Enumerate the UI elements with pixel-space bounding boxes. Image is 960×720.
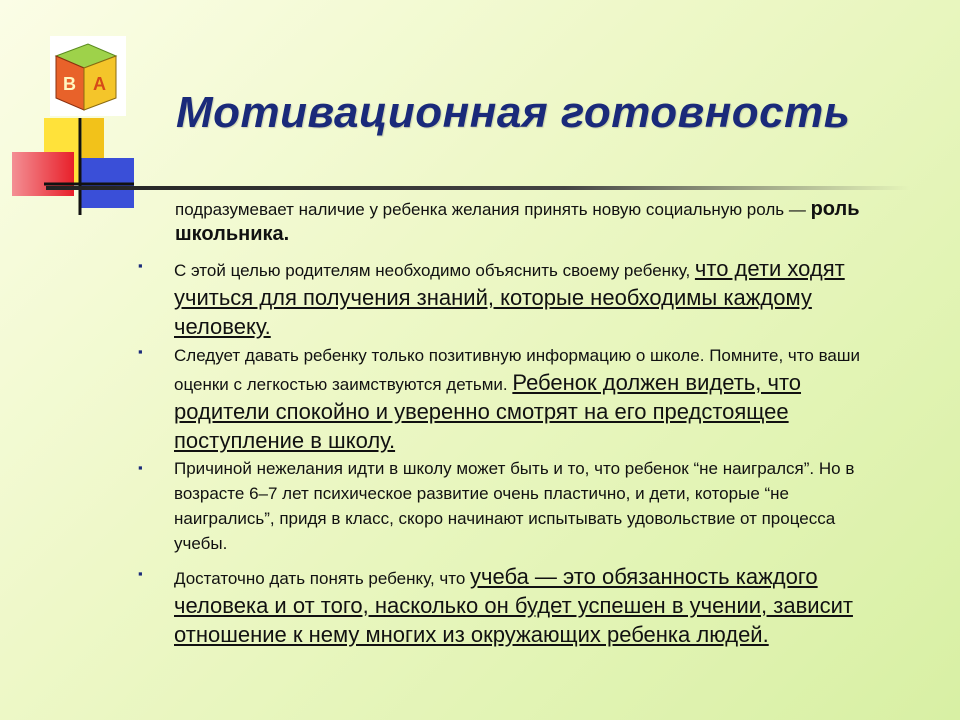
intro-paragraph [175, 197, 895, 247]
cube-letter-a: A [93, 74, 106, 94]
bullet-plain: С этой целью родителям необходимо объяснить своему ребенку, [174, 261, 695, 280]
bullet-plain: Причиной нежелания идти в школу может быть и то, что ребенок “не наигрался”. Но в возрасте 6–7 лет психическое развитие очень пластично, и дети, которые “не наигрались”, придя в класс, скоро начинают испытывать удовольствие от процесса учебы. [174, 459, 855, 553]
intro-emphasis: роль школьника. [175, 198, 860, 245]
bullet-emphasis: учеба — это обязанность каждого человека и от того, насколько он будет успешен в учении, зависит отношение к нему многих из окружающих ребенка людей. [174, 564, 853, 647]
bullet-item [174, 456, 874, 556]
bullet-item [174, 562, 894, 649]
bullet-plain: Достаточно дать понять ребенку, что [174, 569, 471, 588]
bullet-emphasis: что дети ходят учиться для получения знаний, которые необходимы каждому человеку. [174, 256, 845, 339]
bullet-marker: ▪ [138, 460, 143, 475]
bullet-plain: Следует давать ребенку только позитивную информацию о школе. Помните, что ваши оценки с легкостью заимствуются детьми. [174, 346, 860, 394]
bullet-item [174, 343, 902, 455]
bullet-emphasis: Ребенок должен видеть, что родители спокойно и уверенно смотрят на его предстоящее поступление в школу. [174, 370, 802, 453]
cube-letter-b: B [63, 74, 76, 94]
bullet-marker: ▪ [138, 258, 143, 273]
intro-text: подразумевает наличие у ребенка желания принять новую социальную роль — [175, 200, 811, 219]
bullet-marker: ▪ [138, 344, 143, 359]
bullet-item [174, 254, 894, 341]
bullet-marker: ▪ [138, 566, 143, 581]
page-title: Мотивационная готовность [176, 88, 851, 137]
